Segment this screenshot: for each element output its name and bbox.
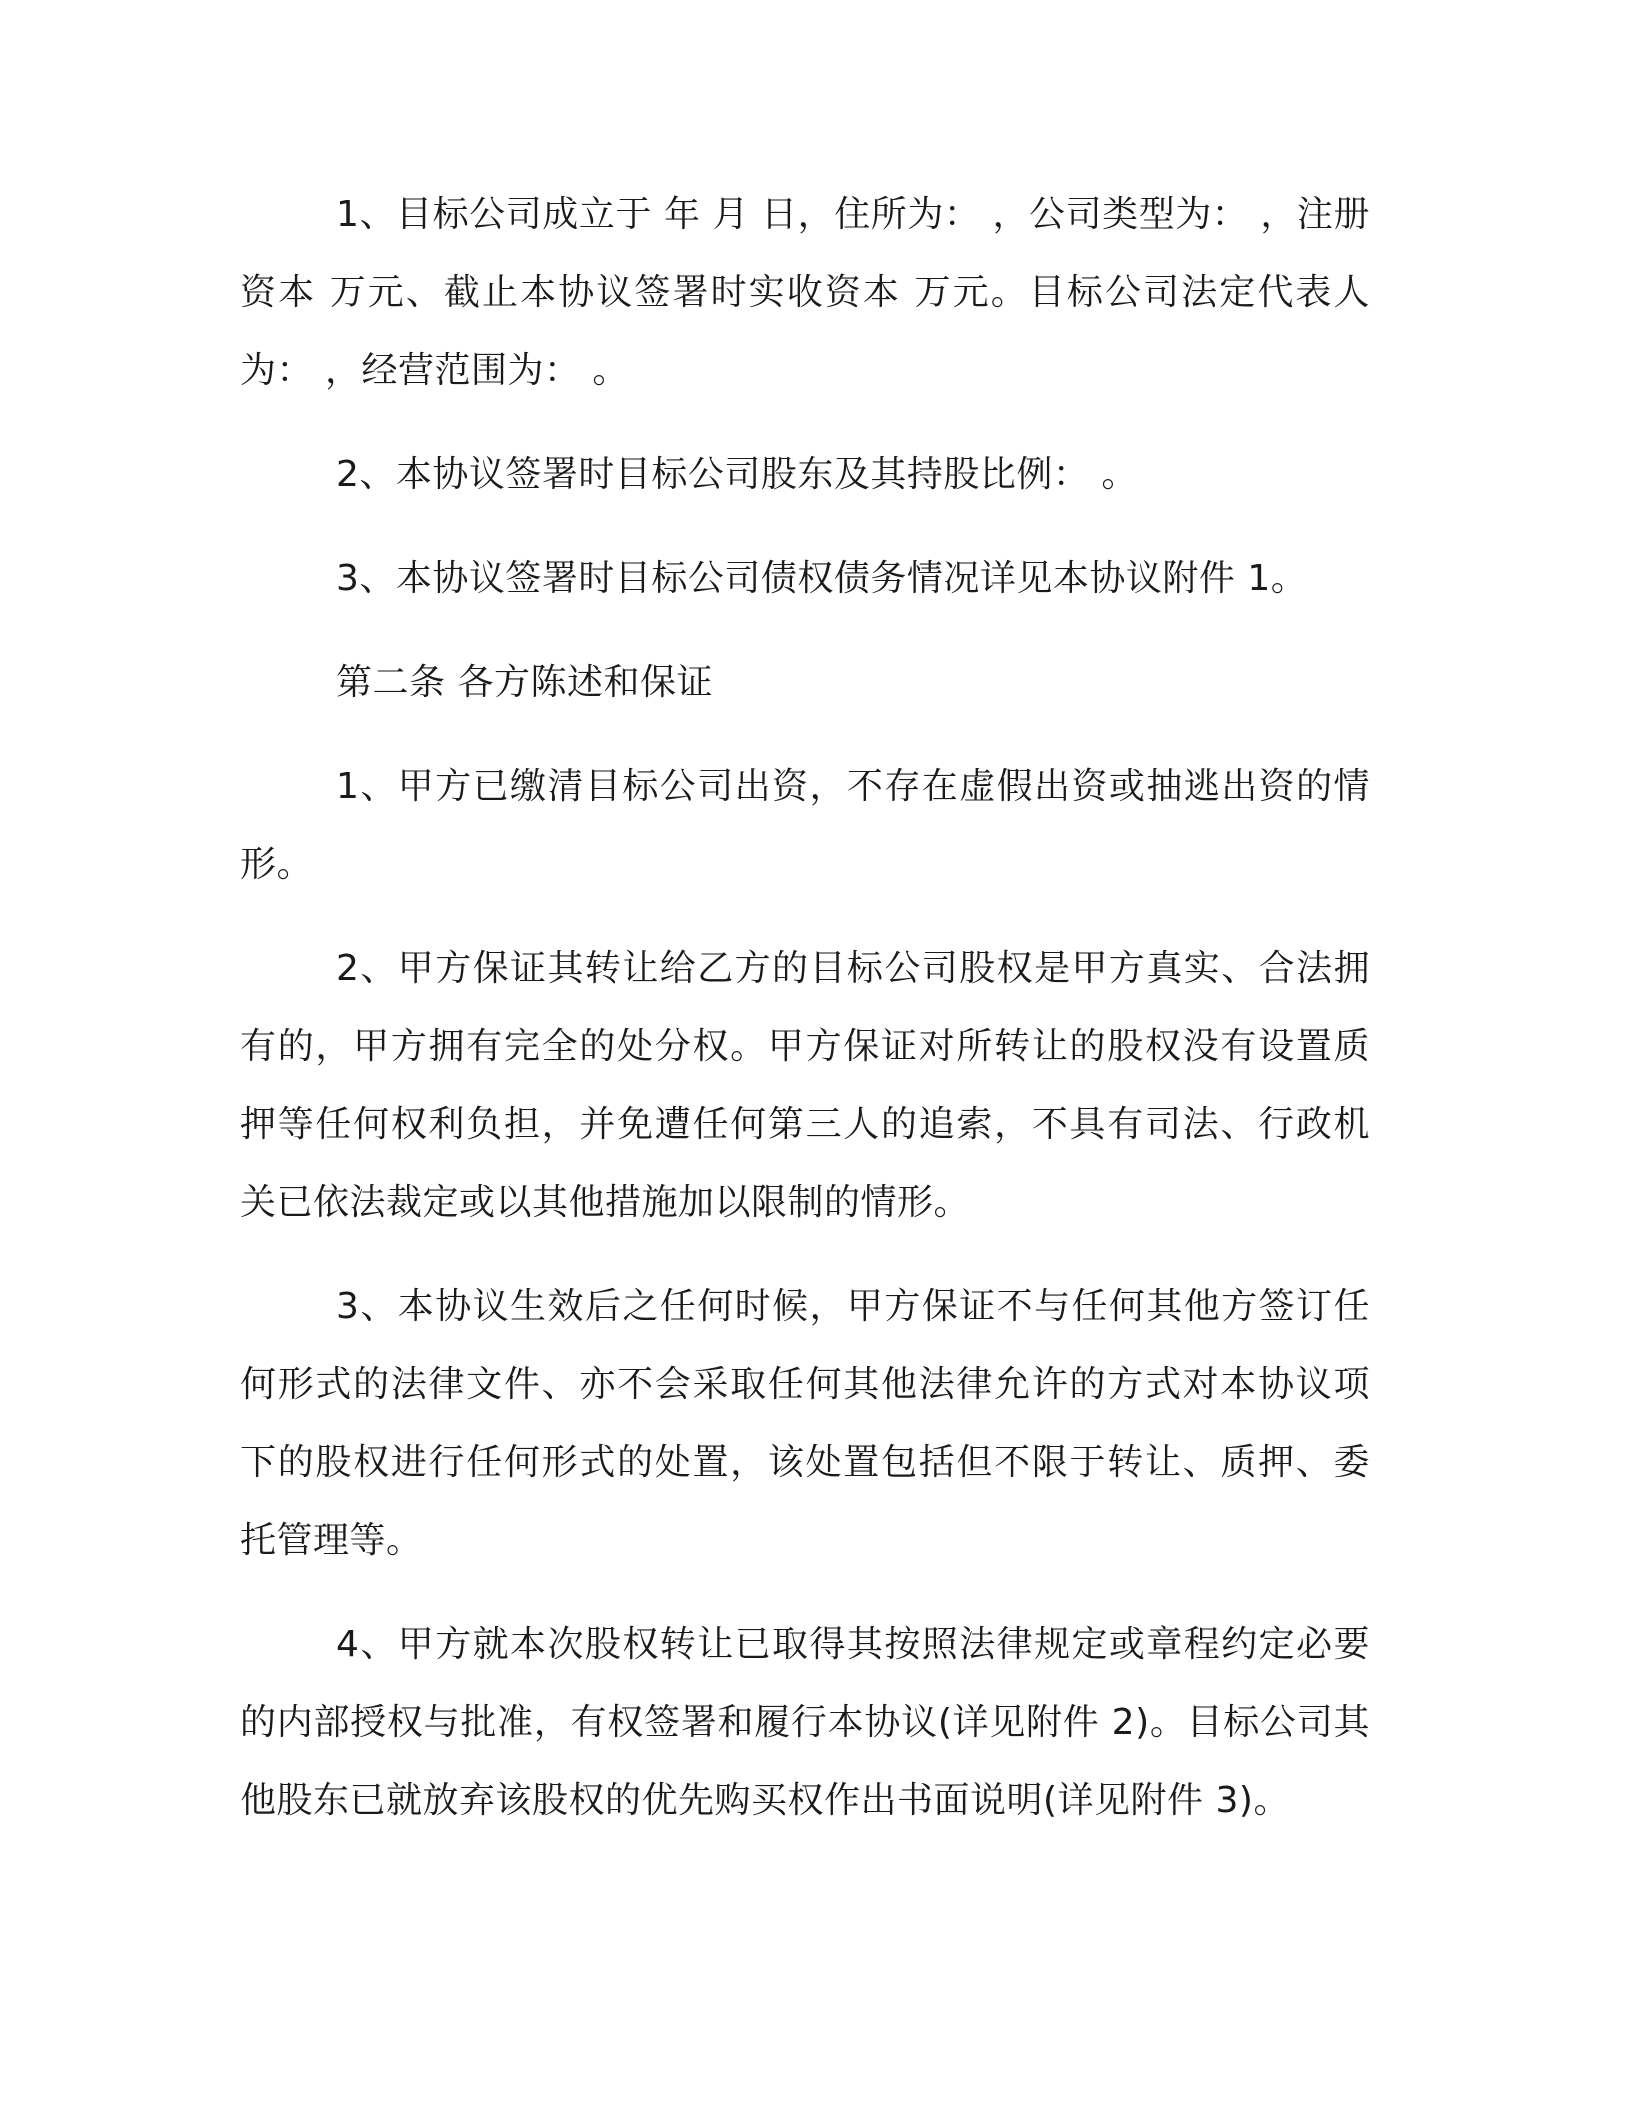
warranty-4: 4、甲方就本次股权转让已取得其按照法律规定或章程约定必要的内部授权与批准，有权签署和履行本协议(详见附件 2)。目标公司其他股东已就放弃该股权的优先购买权作出书面说明(详见附件 3)。 [240,1624,1370,1821]
section-heading: 第二条 各方陈述和保证 [336,662,713,703]
warranty-1: 1、甲方已缴清目标公司出资，不存在虚假出资或抽逃出资的情形。 [240,766,1370,885]
clause-2-shareholders: 2、本协议签署时目标公司股东及其持股比例： 。 [336,454,1138,495]
document-page [240,176,1370,1866]
warranty-3: 3、本协议生效后之任何时候，甲方保证不与任何其他方签订任何形式的法律文件、亦不会采取任何其他法律允许的方式对本协议项下的股权进行任何形式的处置，该处置包括但不限于转让、质押、委托管理等。 [240,1286,1370,1561]
warranty-2: 2、甲方保证其转让给乙方的目标公司股权是甲方真实、合法拥有的，甲方拥有完全的处分权。甲方保证对所转让的股权没有设置质押等任何权利负担，并免遭任何第三人的追索，不具有司法、行政机关已依法裁定或以其他措施加以限制的情形。 [240,948,1370,1223]
clause-3-debts: 3、本协议签署时目标公司债权债务情况详见本协议附件 1。 [336,558,1308,599]
clause-1-company-info: 1、目标公司成立于 年 月 日，住所为： ，公司类型为： ，注册资本 万元、截止本协议签署时实收资本 万元。目标公司法定代表人为： ，经营范围为： 。 [240,194,1370,391]
